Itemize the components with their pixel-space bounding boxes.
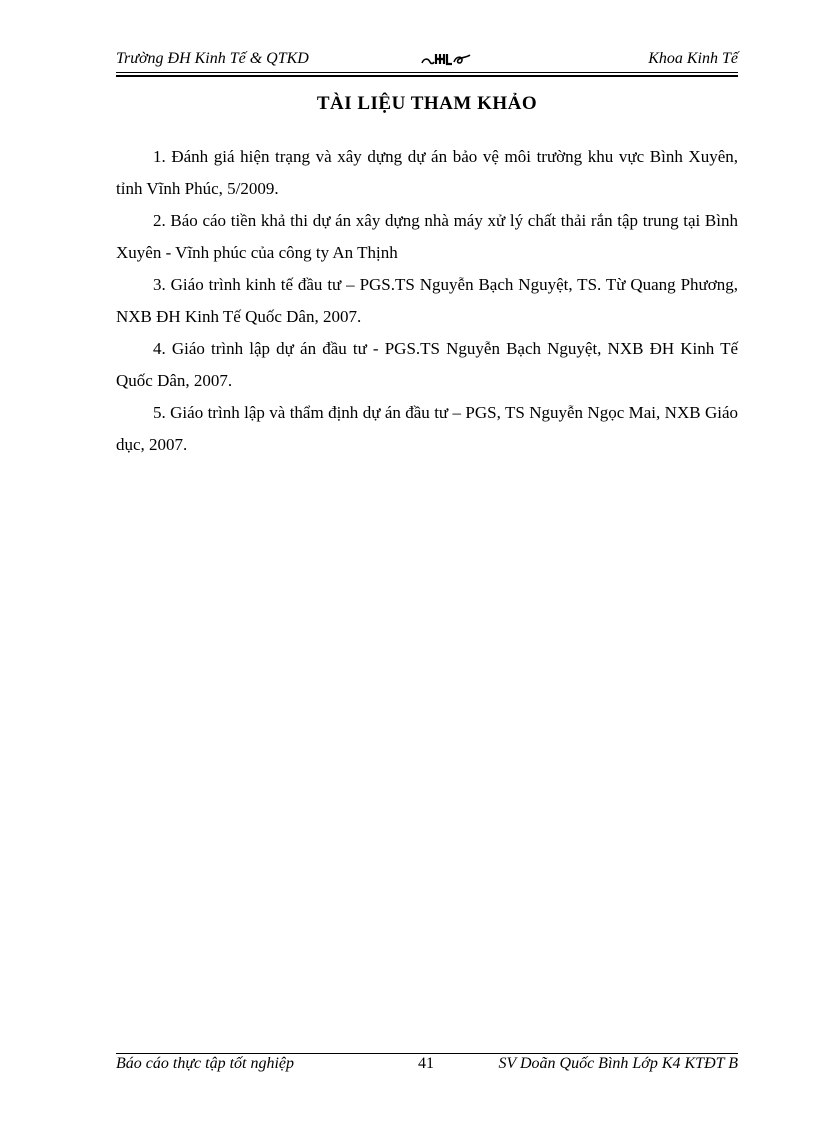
decorative-ornament-icon [418, 50, 474, 68]
header-faculty-name: Khoa Kinh Tế [648, 50, 738, 67]
reference-item: 1. Đánh giá hiện trạng và xây dựng dự án bảo vệ môi trường khu vực Bình Xuyên, tỉnh Vĩnh Phúc, 5/2009. [116, 147, 738, 198]
footer-report-title: Báo cáo thực tập tốt nghiệp [116, 1055, 295, 1072]
page-footer [116, 1055, 738, 1077]
header-divider [116, 72, 738, 73]
reference-item: 2. Báo cáo tiền khả thi dự án xây dựng nhà máy xử lý chất thải rắn tập trung tại Bình Xuyên - Vĩnh phúc của công ty An Thịnh [116, 211, 738, 262]
page-number: 41 [418, 1055, 434, 1072]
page-header [116, 46, 738, 72]
header-school-name: Trường ĐH Kinh Tế & QTKD [116, 50, 309, 67]
footer-student-info: SV Doãn Quốc Bình Lớp K4 KTĐT B [498, 1055, 738, 1072]
page-title: TÀI LIỆU THAM KHẢO [316, 93, 538, 114]
reference-item: 4. Giáo trình lập dự án đầu tư - PGS.TS Nguyễn Bạch Nguyệt, NXB ĐH Kinh Tế Quốc Dân, 2007. [116, 339, 738, 390]
reference-item: 5. Giáo trình lập và thẩm định dự án đầu tư – PGS, TS Nguyễn Ngọc Mai, NXB Giáo dục, 2007. [116, 403, 738, 454]
footer-divider [116, 1053, 738, 1054]
reference-item: 3. Giáo trình kinh tế đầu tư – PGS.TS Nguyễn Bạch Nguyệt, TS. Từ Quang Phương, NXB ĐH Kinh Tế Quốc Dân, 2007. [116, 275, 738, 326]
reference-list [116, 141, 738, 461]
header-divider-thick [116, 75, 738, 77]
